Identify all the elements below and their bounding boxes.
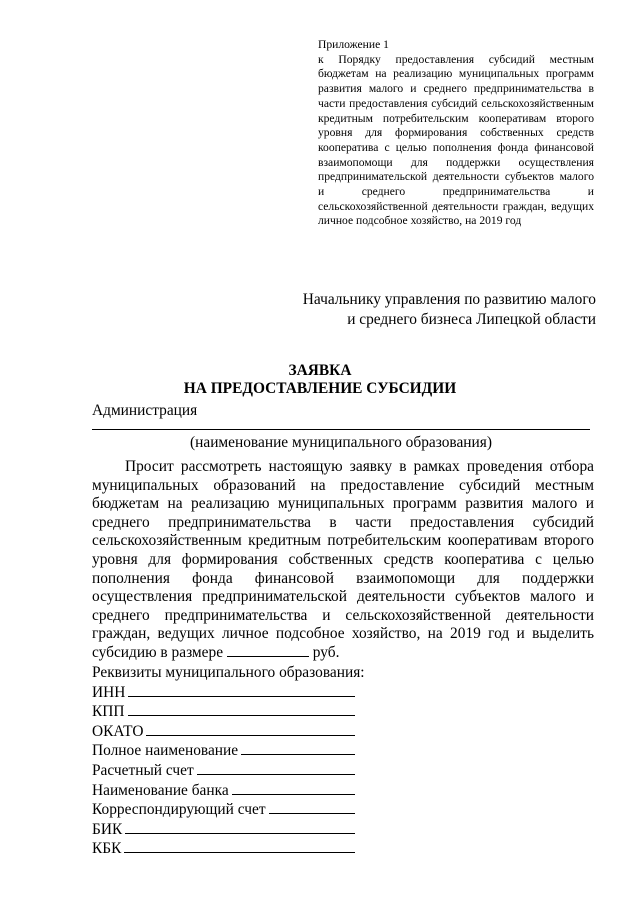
requisite-row-kpp	[92, 702, 355, 722]
requisite-label: Корреспондирующий счет	[92, 801, 266, 819]
request-currency: руб.	[312, 643, 340, 661]
heading-line-1: ЗАЯВКА	[288, 362, 352, 379]
requisite-label: ИНН	[92, 683, 126, 701]
requisite-input-line[interactable]	[128, 683, 355, 697]
subsidy-amount-field[interactable]	[227, 644, 309, 657]
requisite-row-full-name	[92, 741, 355, 761]
appendix-block	[318, 38, 594, 229]
appendix-title: Приложение 1	[318, 38, 389, 51]
requisite-label: Наименование банка	[92, 781, 229, 799]
administration-name-field[interactable]	[92, 429, 590, 430]
administration-label: Администрация	[92, 402, 198, 419]
requisites-block	[92, 664, 392, 859]
requisite-row-okato	[92, 722, 355, 742]
requisite-label: ОКАТО	[92, 722, 144, 740]
requisite-input-line[interactable]	[125, 820, 355, 834]
request-text: Просит рассмотреть настоящую заявку в рамках проведения отбора муниципальных образований на предоставление субсидий местным бюджетам на реализацию муниципальных программ развития малого и среднего предпринимательства в части предоставления субсидий сельскохозяйственным кредитным потребительским кооперативам второго уровня для формирования собственных средств кооператива с целью пополнения фонда финансовой взаимопомощи для поддержки осуществления предпринимательской деятельности субъектов малого и среднего предпринимательства и сельскохозяйственной деятельности граждан, ведущих личное подсобное хозяйство, на 2019 год и выделить субсидию в размере	[92, 458, 594, 661]
requisite-row-kbk	[92, 839, 355, 859]
heading-line-2: НА ПРЕДОСТАВЛЕНИЕ СУБСИДИИ	[183, 380, 457, 397]
request-paragraph	[92, 458, 594, 663]
requisite-input-line[interactable]	[232, 781, 355, 795]
requisite-label: Полное наименование	[92, 742, 239, 760]
requisite-row-inn	[92, 683, 355, 703]
requisite-row-bik	[92, 820, 355, 840]
appendix-text: к Порядку предоставления субсидий местным бюджетам на реализацию муниципальных программ развития малого и среднего предпринимательства в части предоставления субсидий сельскохозяйственным кредитным потребительским кооперативам второго уровня для формирования собственных средств кооператива с целью пополнения фонда финансовой взаимопомощи для поддержки осуществления предпринимательской деятельности субъектов малого и среднего предпринимательства и сельскохозяйственной деятельности граждан, ведущих личное подсобное хозяйство, на 2019 год	[318, 52, 594, 228]
requisite-input-line[interactable]	[128, 702, 356, 716]
requisite-input-line[interactable]	[124, 839, 355, 853]
requisite-row-correspondent-account	[92, 800, 355, 820]
requisite-label: Расчетный счет	[92, 761, 194, 779]
requisite-input-line[interactable]	[146, 722, 355, 736]
requisite-input-line[interactable]	[269, 800, 355, 814]
addressee-block	[256, 290, 596, 330]
requisite-row-bank-name	[92, 781, 355, 801]
addressee-line-2: и среднего бизнеса Липецкой области	[347, 311, 596, 328]
requisite-input-line[interactable]	[197, 761, 355, 775]
document-heading	[0, 362, 640, 398]
requisites-title: Реквизиты муниципального образования:	[92, 664, 365, 681]
addressee-line-1: Начальнику управления по развитию малого	[302, 291, 596, 308]
requisite-label: КБК	[92, 840, 122, 858]
requisite-input-line[interactable]	[241, 741, 355, 755]
administration-caption: (наименование муниципального образования)	[190, 434, 492, 451]
requisite-row-account	[92, 761, 355, 781]
requisite-label: КПП	[92, 703, 125, 721]
requisite-label: БИК	[92, 820, 123, 838]
